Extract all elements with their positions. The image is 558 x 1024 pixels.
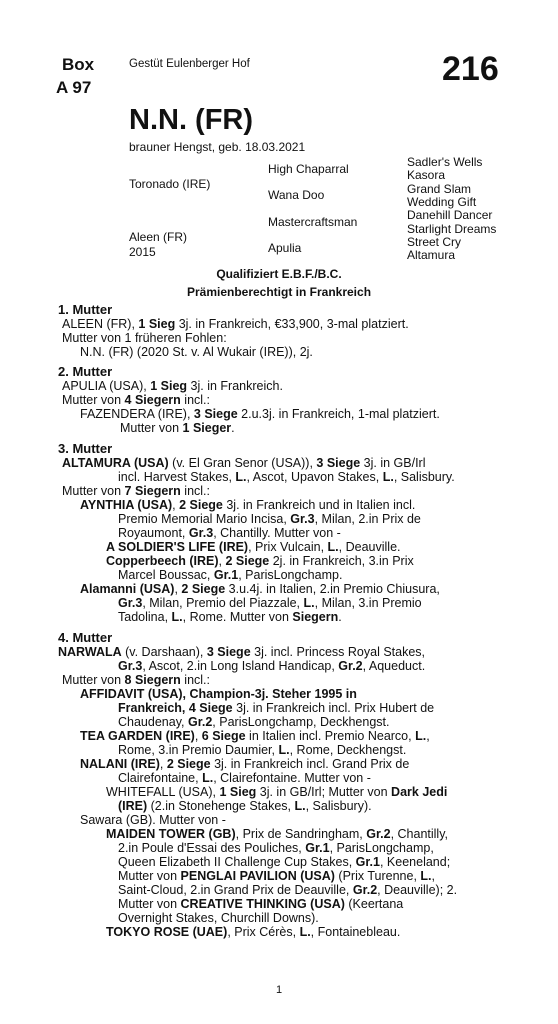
- section-third-dam: [58, 442, 503, 624]
- dam-line: Mutter von 7 Siegern incl.:: [62, 484, 210, 498]
- offspring-line: Rome, 3.in Premio Daumier, L., Rome, Deckhengst.: [118, 743, 407, 757]
- offspring-line: MAIDEN TOWER (GB), Prix de Sandringham, Gr.2, Chantilly,: [106, 827, 449, 841]
- offspring-line: Sawara (GB). Mutter von -: [80, 813, 226, 827]
- dam-line: NARWALA (v. Darshaan), 3 Siege 3j. incl. Princess Royal Stakes,: [58, 645, 426, 659]
- pedigree-dam: Aleen (FR): [129, 230, 188, 244]
- dam-line: Gr.3, Ascot, 2.in Long Island Handicap, Gr.2, Aqueduct.: [118, 659, 426, 673]
- offspring-line: Premio Memorial Mario Incisa, Gr.3, Milan, 2.in Prix de: [118, 512, 421, 526]
- pedigree-grandparent: Wana Doo: [268, 188, 325, 202]
- section-heading: 2. Mutter: [58, 364, 113, 379]
- offspring-line: WHITEFALL (USA), 1 Sieg 3j. in GB/Irl; Mutter von Dark Jedi: [106, 785, 448, 799]
- pedigree-great-grandparent: Altamura: [407, 248, 456, 262]
- dam-line: ALEEN (FR), 1 Sieg 3j. in Frankreich, €33,900, 3-mal platziert.: [62, 317, 409, 331]
- pedigree-sire: Toronado (IRE): [129, 177, 211, 191]
- offspring-line: Royaumont, Gr.3, Chantilly. Mutter von -: [118, 526, 341, 540]
- section-first-dam: [58, 303, 503, 359]
- offspring-line: Mutter von CREATIVE THINKING (USA) (Keertana: [118, 897, 404, 911]
- dam-line: incl. Harvest Stakes, L., Ascot, Upavon Stakes, L., Salisbury.: [118, 470, 455, 484]
- offspring-line: Mutter von PENGLAI PAVILION (USA) (Prix Turenne, L.,: [118, 869, 435, 883]
- pedigree-great-grandparent: Kasora: [407, 168, 446, 182]
- offspring-line: Tadolina, L., Rome. Mutter von Siegern.: [118, 610, 342, 624]
- pedigree-grandparent: Apulia: [268, 241, 302, 255]
- offspring-line: Frankreich, 4 Siege 3j. in Frankreich incl. Prix Hubert de: [118, 701, 435, 715]
- offspring-line: Alamanni (USA), 2 Siege 3.u.4j. in Italien, 2.in Premio Chiusura,: [80, 582, 440, 596]
- dam-line: APULIA (USA), 1 Sieg 3j. in Frankreich.: [62, 379, 283, 393]
- horse-name: N.N. (FR): [129, 104, 254, 136]
- pedigree-great-grandparent: Street Cry: [407, 235, 462, 249]
- pedigree-dam-year: 2015: [129, 245, 156, 259]
- offspring-line: AFFIDAVIT (USA), Champion-3j. Steher 1995 in: [80, 687, 357, 701]
- dam-line: Mutter von 4 Siegern incl.:: [62, 393, 210, 407]
- pedigree-great-grandparent: Wedding Gift: [407, 195, 477, 209]
- offspring-line: Marcel Boussac, Gr.1, ParisLongchamp.: [118, 568, 343, 582]
- dam-line: ALTAMURA (USA) (v. El Gran Senor (USA)), 3 Siege 3j. in GB/Irl: [62, 456, 426, 470]
- pedigree-grandparent: Mastercraftsman: [268, 215, 358, 229]
- pedigree-great-grandparent: Sadler's Wells: [407, 155, 483, 169]
- pedigree-grandparent: High Chaparral: [268, 162, 349, 176]
- offspring-line: FAZENDERA (IRE), 3 Siege 2.u.3j. in Frankreich, 1-mal platziert.: [80, 407, 440, 421]
- offspring-line: TEA GARDEN (IRE), 6 Siege in Italien incl. Premio Nearco, L.,: [80, 729, 430, 743]
- offspring-line: TOKYO ROSE (UAE), Prix Cérès, L., Fontainebleau.: [106, 925, 401, 939]
- qualification-premium: Prämienberechtigt in Frankreich: [186, 285, 372, 299]
- pedigree-great-grandparent: Danehill Dancer: [407, 208, 493, 222]
- box-label: Box: [62, 55, 95, 74]
- section-heading: 1. Mutter: [58, 302, 113, 317]
- offspring-line: Gr.3, Milan, Premio del Piazzale, L., Milan, 3.in Premio: [118, 596, 422, 610]
- offspring-line: AYNTHIA (USA), 2 Siege 3j. in Frankreich und in Italien incl.: [80, 498, 416, 512]
- pedigree-great-grandparent: Starlight Dreams: [407, 222, 497, 236]
- page-number: 1: [275, 984, 283, 996]
- lot-number: 216: [442, 50, 499, 88]
- section-fourth-dam: [58, 631, 503, 939]
- dam-line: Mutter von 8 Siegern incl.:: [62, 673, 210, 687]
- offspring-line: Clairefontaine, L., Clairefontaine. Mutter von -: [118, 771, 371, 785]
- qualification-ebf: Qualifiziert E.B.F./B.C.: [216, 267, 342, 281]
- breeder-name: Gestüt Eulenberger Hof: [129, 58, 250, 70]
- offspring-line: NALANI (IRE), 2 Siege 3j. in Frankreich incl. Grand Prix de: [80, 757, 410, 771]
- section-second-dam: [58, 365, 503, 435]
- offspring-line: N.N. (FR) (2020 St. v. Al Wukair (IRE)), 2j.: [80, 345, 313, 359]
- offspring-line: A SOLDIER'S LIFE (IRE), Prix Vulcain, L., Deauville.: [106, 540, 401, 554]
- offspring-line: Chaudenay, Gr.2, ParisLongchamp, Deckhengst.: [118, 715, 390, 729]
- offspring-line: Copperbeech (IRE), 2 Siege 2j. in Frankreich, 3.in Prix: [106, 554, 414, 568]
- offspring-line: Saint-Cloud, 2.in Grand Prix de Deauville, Gr.2, Deauville); 2.: [118, 883, 458, 897]
- offspring-line: Mutter von 1 Sieger.: [120, 421, 235, 435]
- box-number: A 97: [56, 78, 92, 97]
- offspring-line: 2.in Poule d'Essai des Pouliches, Gr.1, ParisLongchamp,: [118, 841, 434, 855]
- offspring-line: Overnight Stakes, Churchill Downs).: [118, 911, 319, 925]
- offspring-line: (IRE) (2.in Stonehenge Stakes, L., Salisbury).: [118, 799, 372, 813]
- pedigree-great-grandparent: Grand Slam: [407, 182, 472, 196]
- section-heading: 4. Mutter: [58, 630, 113, 645]
- offspring-line: Queen Elizabeth II Challenge Cup Stakes, Gr.1, Keeneland;: [118, 855, 451, 869]
- section-heading: 3. Mutter: [58, 441, 113, 456]
- dam-line: Mutter von 1 früheren Fohlen:: [62, 331, 227, 345]
- horse-description: brauner Hengst, geb. 18.03.2021: [129, 140, 306, 154]
